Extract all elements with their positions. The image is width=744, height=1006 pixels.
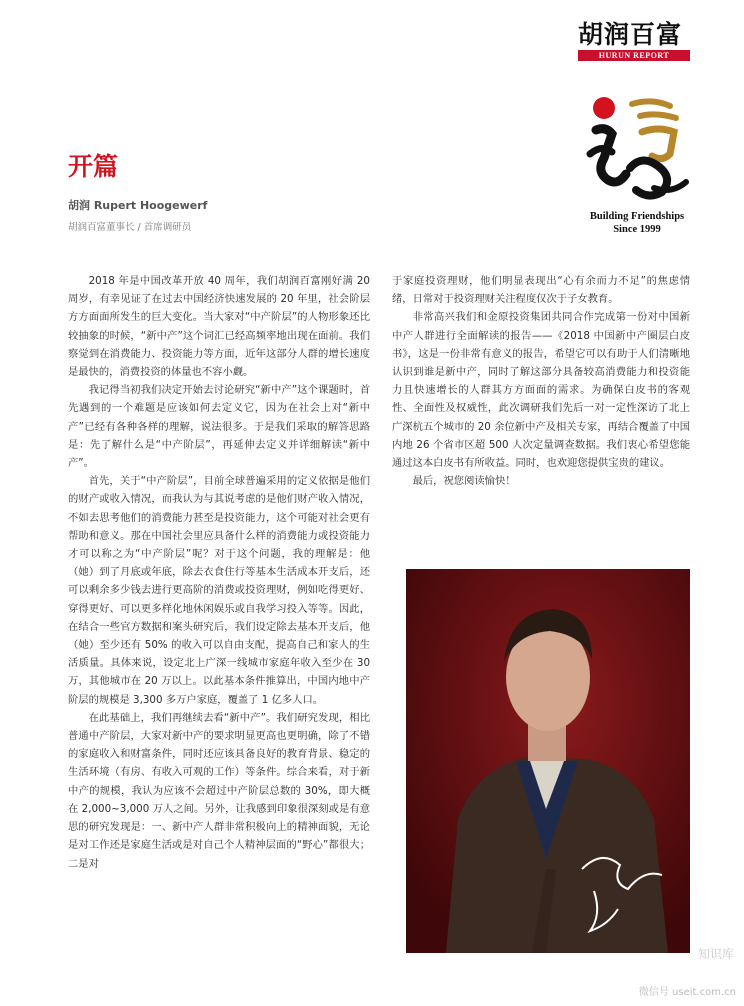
brand-name-cn: 胡润百富: [578, 20, 683, 49]
article-author-role: 胡润百富董事长 / 首席调研员: [68, 222, 192, 233]
article-paragraph: 最后，祝您阅读愉快！: [412, 475, 516, 488]
article-author: 胡润 Rupert Hoogewerf: [68, 199, 208, 212]
emblem-tagline-line1: Building Friendships: [589, 211, 685, 222]
article-paragraph: 2018 年是中国改革开放 40 周年，我们胡润百富刚好满 20 周岁，有幸见证了在过去中国经济快速发展的 20 年里，社会阶层方方面面所发生的巨大变化。当大家对“中产阶层”的人物形象还比较抽象的时候，“新中产”这个词汇已经高频率地出现在面前。我们察觉到在消费能力、投资能力等方面，近年这部分人群的增长速度是最快的，消费投资的体量也不容小觑。: [68, 275, 370, 379]
article-paragraph-continued: 于家庭投资理财，他们明显表现出“心有余而力不足”的焦虑情绪，日常对于投资理财关注程度仅次于子女教育。: [392, 275, 690, 306]
watermark-name: 知识库: [697, 947, 734, 961]
article-paragraph: 我记得当初我们决定开始去讨论研究“新中产”这个课题时，首先遇到的一个难题是应该如何去定义它，因为在社会上对“新中产”已经有各种各样的理解，说法很多。于是我们采取的解答思路是：先了解什么是“中产阶层”，再延伸去定义并详细解读“新中产”。: [68, 384, 370, 470]
emblem-tagline-line2: Since 1999: [613, 224, 661, 235]
brand-name-en: HURUN REPORT: [578, 50, 690, 61]
article-paragraph: 在此基础上，我们再继续去看“新中产”。我们研究发现，相比普通中产阶层，大家对新中产的要求明显更高也更明确，除了不错的家庭收入和财富条件，同时还应该具备良好的教育背景、稳定的生活环境（有房、有收入可观的工作）等条件。综合来看，对于新中产的规模，我认为应该不会超过中产阶层总数的 30%，即大概在 2,000~3,000 万人之间。另外，让我感到印象很深刻或是有意思的研究发现是：一、新中产人群非常积极向上的精神面貌，无论是对工作还是家庭生活或是对自己个人精神层面的“野心”都很大；二是对: [68, 711, 370, 870]
article-title: 开篇: [68, 152, 119, 181]
emblem-tagline: [568, 210, 706, 236]
watermark-account: 微信号 useit.com.cn: [638, 987, 736, 998]
article-paragraph: 非常高兴我们和金原投资集团共同合作完成第一份对中国新中产人群进行全面解读的报告——《2018 中国新中产圈层白皮书》，这是一份非常有意义的报告，希望它可以有助于人们清晰地认识到谁是新中产，同时了解这部分具备较高消费能力和投资能力且快速增长的人群其方方面面的需求。为确保白皮书的客观性、全面性及权威性，此次调研我们先后一对一定性深访了北上广深杭五个城市的 20 余位新中产及相关专家，再结合覆盖了中国内地 26 个省市区超 500 人次定量调查数据。我们衷心希望您能通过这本白皮书有所收益。同时，也欢迎您提供宝贵的建议。: [392, 311, 690, 470]
author-portrait-photo: [406, 569, 690, 953]
article-paragraph: 首先，关于“中产阶层”，目前全球普遍采用的定义依据是他们的财产或收入情况，而我认为与其说考虑的是他们财产收入情况，不如去思考他们的消费能力甚至是投资能力，这个可能对社会更有帮助和意义。那在中国社会里应具备什么样的消费能力或投资能力才可以称之为“中产阶层”呢？对于这个问题，我的理解是：他（她）到了月底或年底，除去衣食住行等基本生活成本开支后，还可以剩余多少钱去进行更高阶的消费或投资理财，例如吃得更好、穿得更好、可以更多样化地休闲娱乐或自我学习投入等等。因此，在结合一些官方数据和案头研究后，我们设定除去基本开支后，他（她）至少还有 50% 的收入可以自由支配，提高自己和家人的生活质量。具体来说，设定北上广深一线城市家庭年收入至少在 30 万，其他城市在 20 万以上。以此基本条件推算出，中国内地中产阶层的规模是 3,300 多万户家庭，覆盖了 1 亿多人口。: [68, 475, 370, 706]
article-right-column: [392, 272, 690, 490]
article-left-column: [68, 272, 370, 962]
emblem-logo: [582, 96, 692, 202]
brand-logo: [578, 20, 690, 61]
